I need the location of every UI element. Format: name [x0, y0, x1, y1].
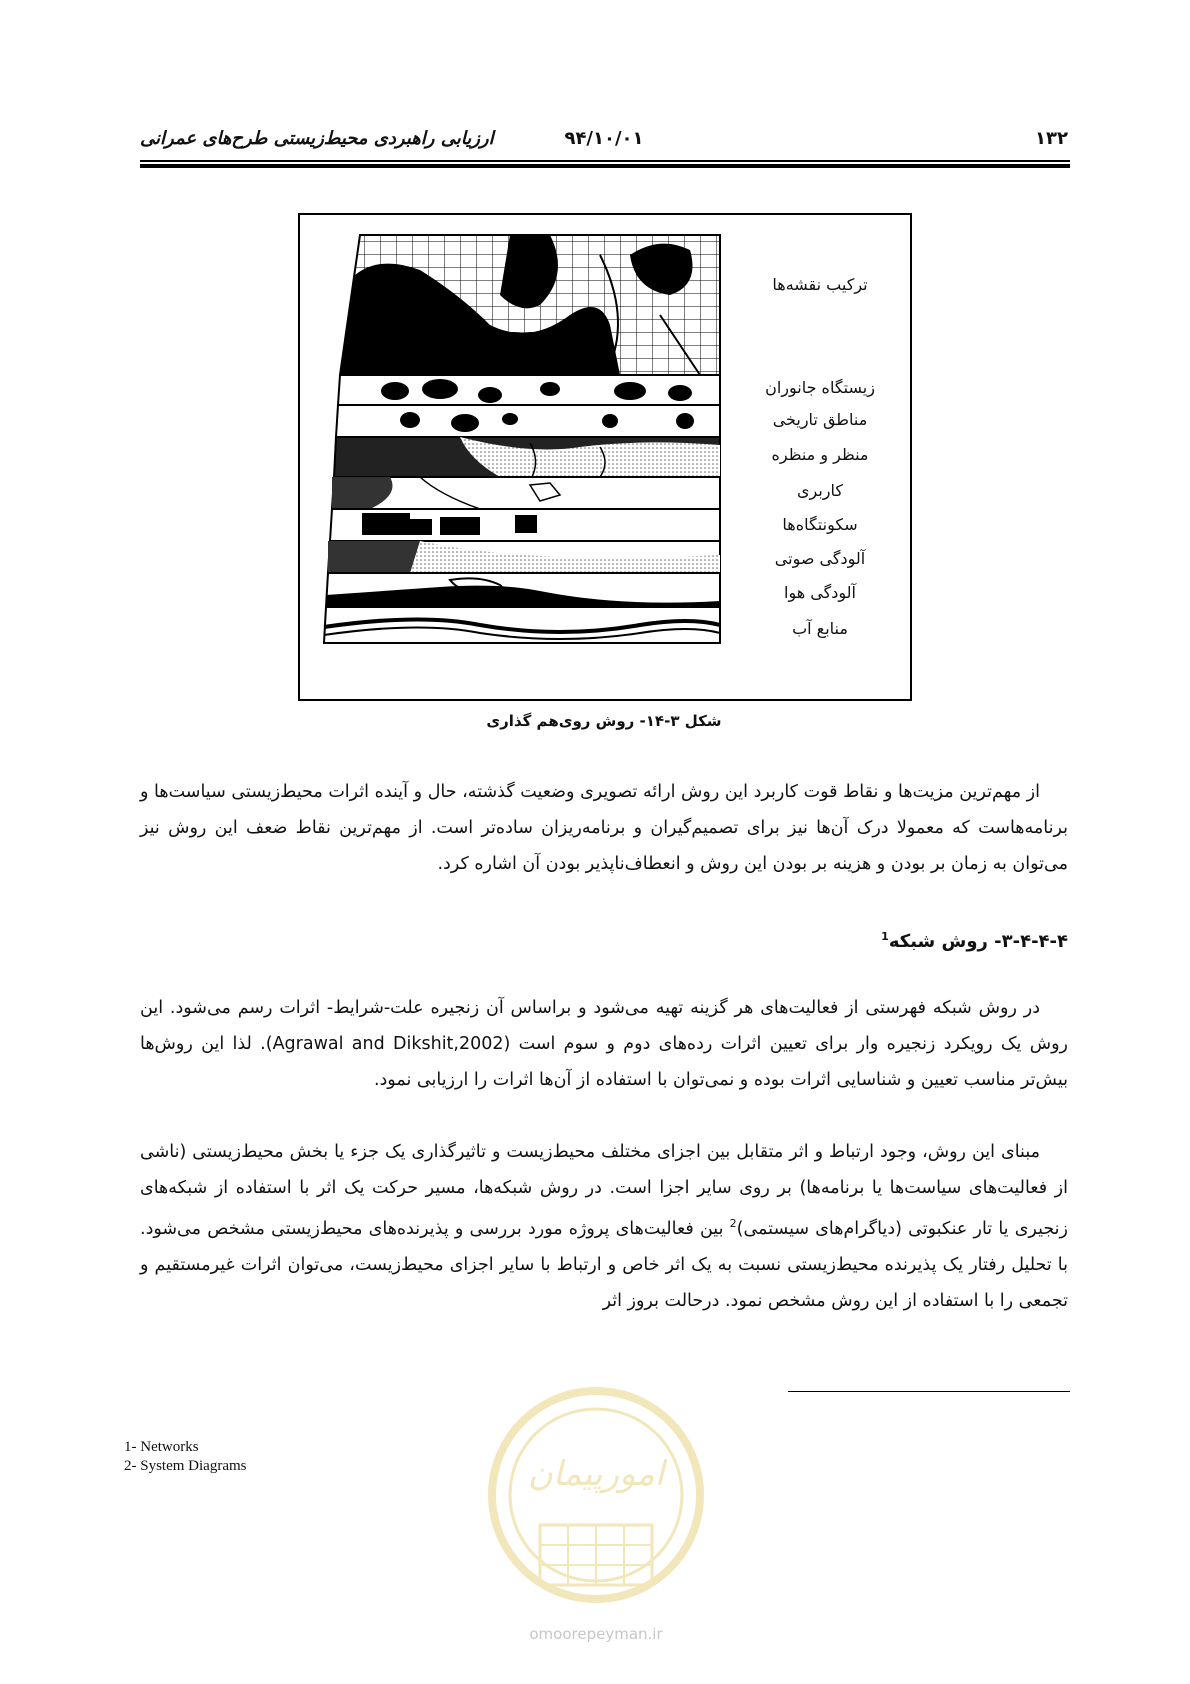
- paragraph-network-method: در روش شبکه فهرستی از فعالیت‌های هر گزینه تهیه می‌شود و براساس آن زنجیره علت-شرایط- اثرات رسم می‌شود. این روش یک رویکرد زنجیره وار برای تعیین اثرات رده‌های دوم و سوم است (Agrawal and Dikshit,2002). لذا این روش‌ها بیش‌تر مناسب تعیین و شناسایی اثرات بوده و نمی‌توان با استفاده از آن‌ها اثرات را ارزیابی نمود.: [140, 998, 1068, 1090]
- land-use-layer: [332, 477, 720, 509]
- layer-label-habitat: زیستگاه جانوران: [765, 378, 875, 397]
- page-number: ۱۳۲: [1035, 128, 1068, 149]
- air-pollution-layer: [326, 573, 720, 607]
- paragraph-network-basis: [140, 1134, 1068, 1319]
- section-heading-text: ۳-۴-۴-۴- روش شبکه: [888, 931, 1068, 952]
- footnote-rule: [788, 1391, 1070, 1392]
- composite-map-layer: [340, 235, 720, 375]
- settlements-layer: [330, 509, 720, 541]
- figure-caption: شکل ۳-۱۴- روش روی‌هم گذاری: [486, 712, 722, 730]
- header-rule-thin: [140, 160, 1070, 162]
- heading-footnote-ref: 1: [881, 930, 889, 943]
- landscape-layer: [334, 437, 720, 477]
- layer-label-landscape: منظر و منظره: [771, 445, 869, 464]
- layer-label-air: آلودگی هوا: [784, 583, 856, 602]
- water-resources-layer: [324, 607, 720, 643]
- paragraph-overlay-pros-cons: از مهم‌ترین مزیت‌ها و نقاط قوت کاربرد این روش ارائه تصویری وضعیت گذشته، حال و آینده اثرات محیط‌زیستی سیاست‌ها و برنامه‌هاست که معمولا درک آن‌ها نیز برای تصمیم‌گیران و برنامه‌ریزان ساده‌تر است. از مهم‌ترین نقاط ضعف این روش نیز می‌توان به زمان بر بودن و هزینه بر بودن این روش و انعطاف‌ناپذیر بودن آن اشاره کرد.: [140, 782, 1068, 874]
- watermark-text: امورپیمان: [527, 1454, 665, 1494]
- habitat-layer: [338, 375, 720, 405]
- watermark-logo: [480, 1375, 712, 1615]
- layer-label-land-use: کاربری: [796, 481, 844, 500]
- watermark-site: omoorepeyman.ir: [529, 1625, 663, 1643]
- layer-label-historic: مناطق تاریخی: [772, 410, 868, 429]
- section-heading: [140, 930, 1068, 952]
- page-header: [140, 128, 1068, 168]
- footnote-1: 1- Networks: [124, 1439, 199, 1455]
- paragraph-network-basis-part-1: مبنای این روش، وجود ارتباط و اثر متقابل بین اجزای مختلف محیط‌زیست و تاثیرگذاری یک جزء یا بخش محیط‌زیستی (ناشی از فعالیت‌های سیاست‌ها یا برنامه‌ها) بر روی سایر اجزا است. در روش شبکه‌ها، مسیر حرکت یک اثر با استفاده از شبکه‌های زنجیری یا تار عنکبوتی (دیاگرام‌های سیستمی): [140, 1142, 1068, 1239]
- layer-label-composite: ترکیب نقشه‌ها: [772, 275, 868, 294]
- layer-label-settlements: سکونتگاه‌ها: [782, 515, 858, 534]
- overlay-figure: [298, 213, 912, 701]
- layer-label-water: منابع آب: [792, 619, 848, 638]
- header-date: ۹۴/۱۰/۰۱: [564, 128, 644, 149]
- historic-areas-layer: [336, 405, 720, 437]
- footnote-2: 2- System Diagrams: [124, 1458, 247, 1474]
- noise-pollution-layer: [328, 541, 720, 573]
- footnotes: [124, 1438, 246, 1476]
- footnote-ref-2: 2: [729, 1217, 737, 1230]
- paragraph-network-basis-part-2: بین فعالیت‌های پروژه مورد بررسی و پذیرنده‌های محیط‌زیستی مشخص می‌شود. با تحلیل رفتار یک پذیرنده محیط‌زیستی نسبت به یک اثر خاص و ارتباط با سایر اجزای محیط‌زیست، می‌توان اثرات غیرمستقیم و تجمعی را با استفاده از این روش مشخص نمود. درحالت بروز اثر: [140, 1218, 1068, 1311]
- header-rule-thick: [140, 164, 1070, 168]
- header-title: ارزیابی راهبردی محیط‌زیستی طرح‌های عمرانی: [140, 128, 494, 149]
- layer-label-noise: آلودگی صوتی: [774, 549, 866, 568]
